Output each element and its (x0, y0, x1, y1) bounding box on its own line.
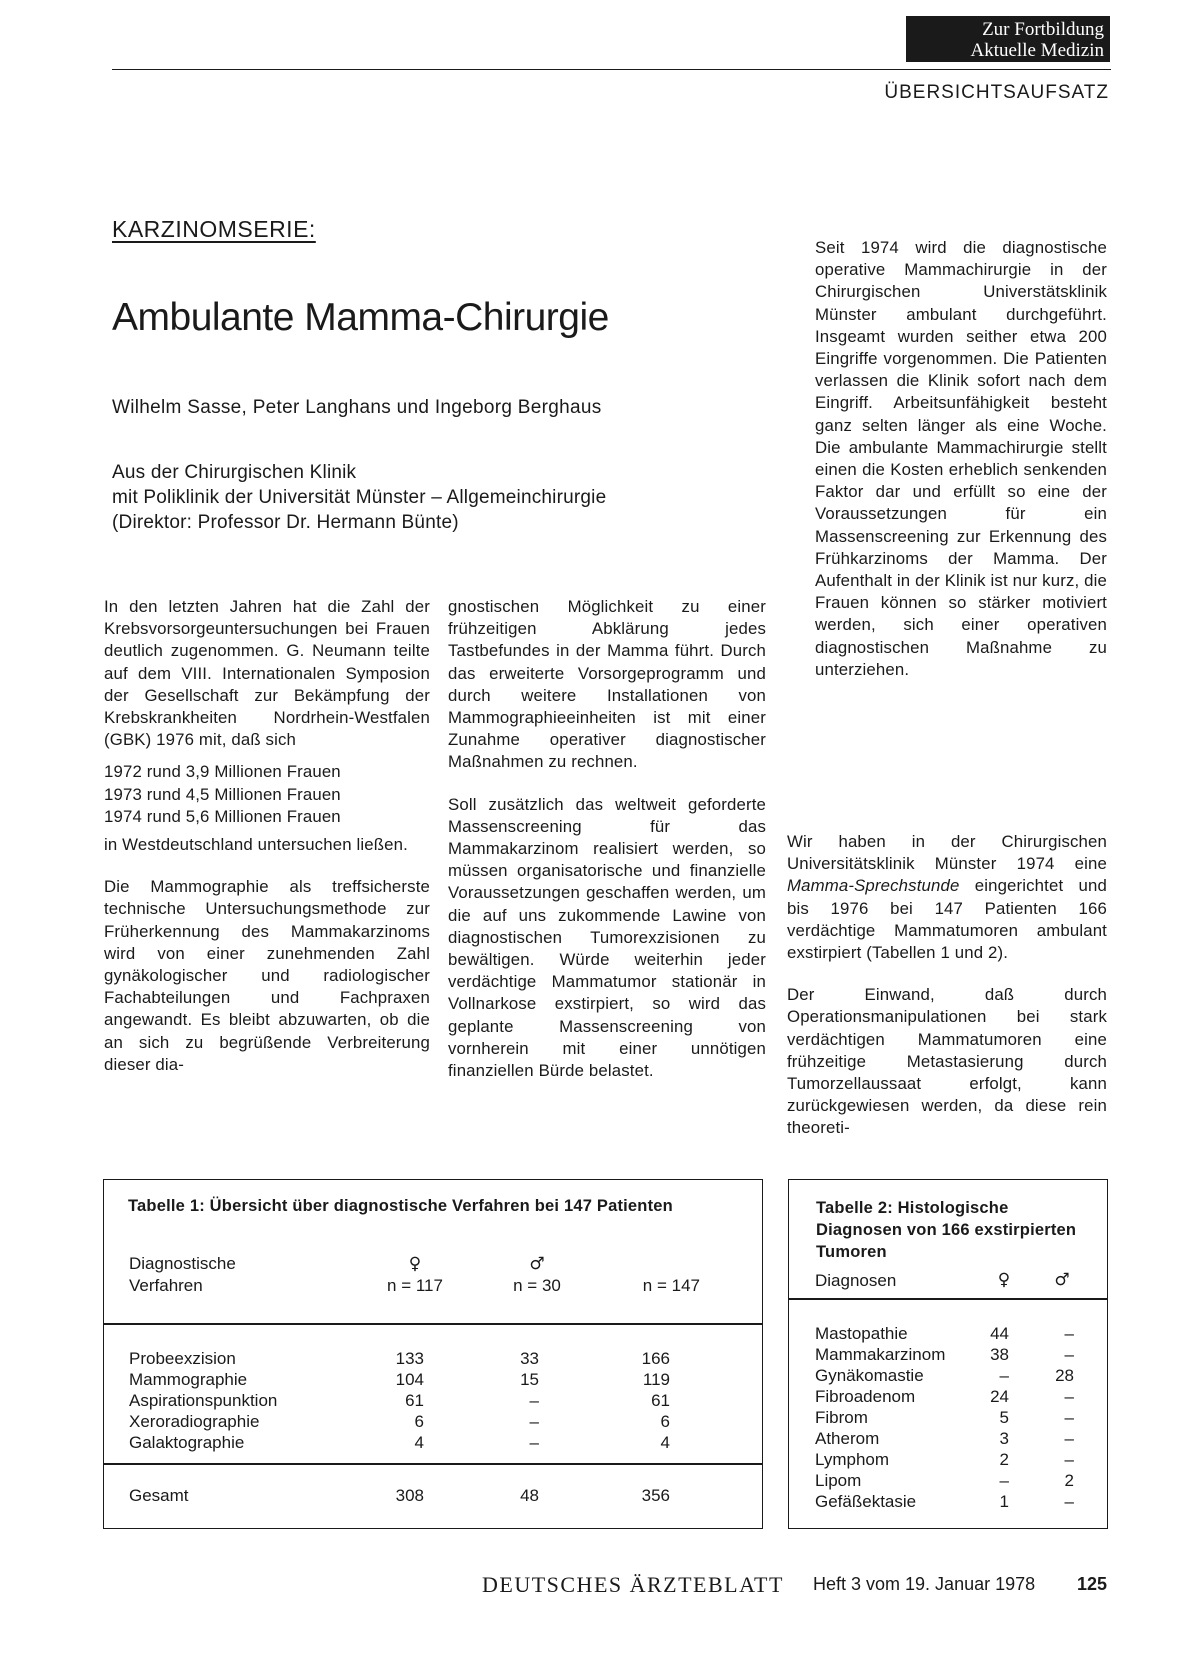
column-header-male (502, 1253, 572, 1297)
cell-male: – (1064, 1450, 1074, 1469)
table-rule (104, 1323, 762, 1325)
body-column-2 (448, 596, 766, 1082)
cell-female: 308 (395, 1486, 424, 1505)
affiliation-line-2: mit Poliklinik der Universität Münster – Allgemeinchirurgie (112, 487, 607, 508)
row-label: Aspirationspunktion (129, 1391, 278, 1410)
cell-male: – (1064, 1387, 1074, 1406)
cell-female: 3 (999, 1429, 1009, 1448)
row-label: Gynäkomastie (815, 1366, 924, 1385)
row-label: Mammakarzinom (815, 1345, 946, 1364)
cell-male: – (1064, 1492, 1074, 1511)
cell-total: 6 (660, 1412, 670, 1431)
emphasis-text: Mamma-Sprechstunde (787, 876, 960, 896)
cell-total: 61 (651, 1391, 670, 1410)
cell-total: 4 (660, 1433, 670, 1452)
row-label: Gefäßektasie (815, 1492, 917, 1511)
row-label: Mammographie (129, 1370, 248, 1389)
year-item: 1973 rund 4,5 Millionen Frauen (104, 784, 341, 804)
row-label: Gesamt (129, 1486, 189, 1505)
row-label: Lipom (815, 1471, 862, 1490)
row-label: Xeroradiographie (129, 1412, 260, 1431)
row-label: Mastopathie (815, 1324, 908, 1343)
row-label: Fibroadenom (815, 1387, 916, 1406)
cell-female: 61 (405, 1391, 424, 1410)
cell-male: 33 (520, 1349, 539, 1368)
row-label: Lymphom (815, 1450, 890, 1469)
paragraph: in Westdeutschland untersuchen ließen. (104, 835, 408, 855)
table-caption: Tabelle 1: Übersicht über diagnostische Verfahren bei 147 Patienten (128, 1197, 673, 1215)
female-symbol: ♀ (997, 1270, 1011, 1290)
text-run: eingerichtet und bis 1976 bei 147 Patienten 166 verdächtige Mammatumoren ambulant exstirpiert (Tabellen 1 und 2). (787, 876, 1107, 963)
paragraph: In den letzten Jahren hat die Zahl der Krebsvorsorgeuntersuchungen bei Frauen deutlich zugenommen. G. Neumann teilte auf dem VIII. Internationalen Symposion der Gesellschaft zur Bekämpfung der Krebskrankheiten Nordrhein-Westfalen (GBK) 1976 mit, daß sich (104, 597, 430, 750)
cell-female: – (999, 1471, 1009, 1490)
header-rule (112, 69, 1111, 70)
cell-female: 24 (990, 1387, 1009, 1406)
male-symbol: ♂ (529, 1254, 545, 1274)
table-header-label: Diagnosen (815, 1271, 897, 1290)
cell-total: 166 (641, 1349, 670, 1368)
table-caption: Tabelle 2: Histologische Diagnosen von 166 exstirpierten Tumoren (816, 1199, 1077, 1261)
cell-male: – (529, 1433, 539, 1452)
table-1 (103, 1179, 763, 1529)
journal-name: DEUTSCHES ÄRZTEBLATT (482, 1572, 784, 1597)
year-item: 1974 rund 5,6 Millionen Frauen (104, 806, 341, 826)
affiliation-line-1: Aus der Chirurgischen Klinik (112, 462, 357, 483)
table-2 (788, 1179, 1108, 1529)
article-authors: Wilhelm Sasse, Peter Langhans und Ingeborg Berghaus (112, 397, 602, 418)
cell-male: 48 (520, 1486, 539, 1505)
cell-female: – (999, 1366, 1009, 1385)
cell-female: 1 (999, 1492, 1009, 1511)
intro-paragraph: Seit 1974 wird die diagnostische operative Mammachirurgie in der Chirurgischen Universtätsklinik Münster ambulant durchgeführt. Insgeamt wurden seither etwa 200 Eingriffe vorgenommen. Die Patienten verlassen die Klinik sofort nach dem Eingriff. Arbeitsunfähigkeit besteht ganz selten länger als eine Woche. Die ambulante Mammachirurgie stellt einen die Kosten erheblich senkenden Faktor dar und erfüllt so eine der Voraussetzungen für ein Massenscreening zur Erkennung des Frühkarzinoms der Mamma. Der Aufenthalt in der Klinik ist nur kurz, die Frauen können so stärker motiviert werden, sich einer operativen diagnostischen Maßnahme zu unterziehen. (815, 238, 1107, 679)
column-n: n = 147 (642, 1276, 700, 1295)
cell-male: 15 (520, 1370, 539, 1389)
cell-female: 133 (395, 1349, 424, 1368)
year-list (104, 761, 430, 828)
cell-female: 104 (395, 1370, 424, 1389)
text-run: Wir haben in der Chirurgischen Universitätsklinik Münster 1974 eine (787, 832, 1107, 874)
paragraph: Soll zusätzlich das weltweit geforderte Massenscreening für das Mammakarzinom realisiert werden, so müssen organisatorische und finanzielle Voraussetzungen geschaffen werden, um die auf uns zukommende Lawine von diagnostischen Tumorexzisionen zu bewältigen. Würde weiterhin jeder verdächtige Mammatumor stationär in Vollnarkose exstirpiert, so wird das geplante Massenscreening von vornherein mit einer unnötigen finanziellen Bürde belastet. (448, 794, 766, 1081)
cell-female: 44 (990, 1324, 1009, 1343)
cell-female: 2 (999, 1450, 1009, 1469)
article-affiliation (112, 460, 606, 535)
paragraph: gnostischen Möglichkeit zu einer frühzeitigen Abklärung jedes Tastbefundes in der Mamma führt. Durch das erweiterte Vorsorgeprogramm und durch weitere Installationen von Mammographieeinheiten ist mit einer Zunahme operativer diagnostischer Maßnahmen zu rechnen. (448, 597, 766, 772)
cell-male: 2 (1064, 1471, 1074, 1490)
cell-female: 4 (414, 1433, 424, 1452)
column-header-total (624, 1275, 700, 1297)
series-label: KARZINOMSERIE: (112, 216, 316, 242)
badge-line-2: Aktuelle Medizin (970, 40, 1104, 61)
row-label: Galaktographie (129, 1433, 245, 1452)
table-rule (104, 1463, 762, 1465)
paragraph (787, 831, 1107, 964)
cell-female: 38 (990, 1345, 1009, 1364)
cell-female: 5 (999, 1408, 1009, 1427)
column-n: n = 30 (513, 1276, 561, 1295)
section-badge (906, 16, 1110, 62)
page-number: 125 (1077, 1574, 1108, 1594)
header-label-line: Verfahren (129, 1276, 203, 1295)
cell-total: 356 (641, 1486, 670, 1505)
table-rule (789, 1298, 1107, 1300)
affiliation-line-3: (Direktor: Professor Dr. Hermann Bünte) (112, 512, 459, 533)
cell-male: – (1064, 1429, 1074, 1448)
header-label-line: Diagnostische (129, 1254, 236, 1273)
year-item: 1972 rund 3,9 Millionen Frauen (104, 762, 341, 782)
issue-info: Heft 3 vom 19. Januar 1978 (813, 1574, 1036, 1594)
cell-male: – (529, 1391, 539, 1410)
row-label: Probeexzision (129, 1349, 236, 1368)
male-symbol: ♂ (1054, 1270, 1070, 1290)
cell-male: – (1064, 1345, 1074, 1364)
paragraph: Der Einwand, daß durch Operationsmanipulationen bei stark verdächtigen Mammatumoren eine frühzeitige Metastasierung durch Tumorzellaussaat erfolgt, kann zurückgewiesen werden, da diese rein theoreti- (787, 985, 1107, 1138)
badge-line-1: Zur Fortbildung (982, 19, 1104, 40)
row-label: Fibrom (815, 1408, 868, 1427)
paragraph: Die Mammographie als treffsicherste technische Untersuchungsmethode zur Früherkennung des Mammakarzinoms wird von einer zunehmenden Zahl gynäkologischer und radiologischer Fachabteilungen und Fachpraxen angewandt. Es bleibt abzuwarten, ob die an sich zu begrüßende Verbreiterung dieser dia- (104, 877, 430, 1074)
cell-total: 119 (642, 1370, 670, 1389)
column-header-female (380, 1253, 450, 1297)
body-column-3 (787, 831, 1107, 1140)
article-title: Ambulante Mamma-Chirurgie (112, 296, 609, 339)
row-label: Atherom (815, 1429, 880, 1448)
cell-male: – (1064, 1408, 1074, 1427)
cell-male: – (529, 1412, 539, 1431)
cell-female: 6 (414, 1412, 424, 1431)
intro-box (815, 237, 1107, 681)
column-n: n = 117 (387, 1276, 443, 1295)
section-label: ÜBERSICHTSAUFSATZ (884, 82, 1109, 103)
table-header-label (129, 1253, 236, 1297)
female-symbol: ♀ (408, 1254, 422, 1274)
body-column-1 (104, 596, 430, 1076)
cell-male: – (1064, 1324, 1074, 1343)
cell-male: 28 (1055, 1366, 1074, 1385)
